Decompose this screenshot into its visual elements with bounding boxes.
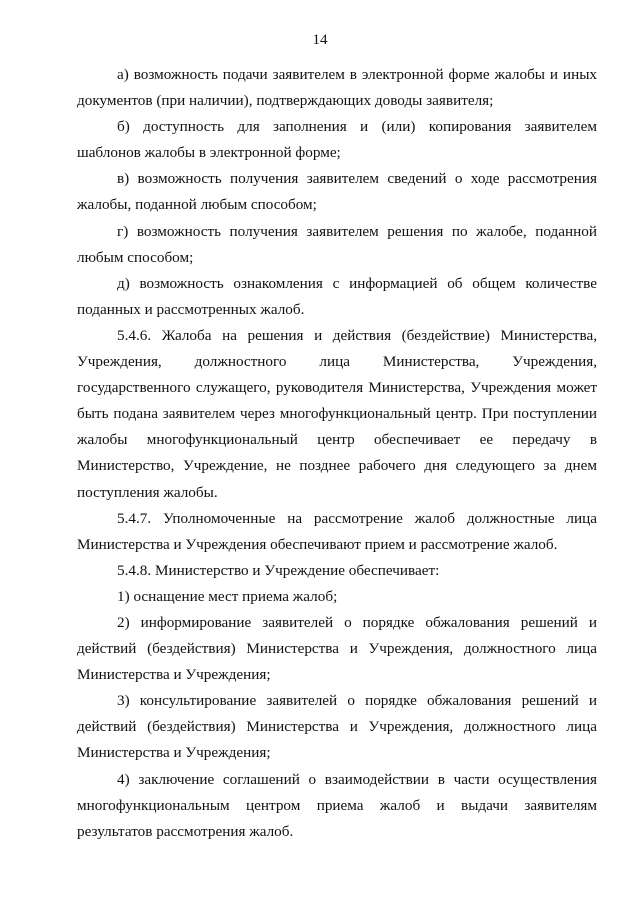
paragraph-5-4-7: 5.4.7. Уполномоченные на рассмотрение жалоб должностные лица Министерства и Учреждения обеспечивают прием и рассмотрение жалоб. — [77, 509, 597, 553]
paragraph-item-b: б) доступность для заполнения и (или) копирования заявителем шаблонов жалобы в электронной форме; — [77, 118, 597, 162]
document-body — [77, 62, 597, 845]
paragraph-item-v: в) возможность получения заявителем сведений о ходе рассмотрения жалобы, поданной любым способом; — [77, 170, 597, 214]
paragraph-5-4-8: 5.4.8. Министерство и Учреждение обеспечивает: — [117, 561, 440, 579]
page-number: 14 — [312, 32, 328, 48]
paragraph-item-4: 4) заключение соглашений о взаимодействии в части осуществления многофункциональным центром приема жалоб и выдачи заявителям результатов рассмотрения жалоб. — [77, 770, 597, 840]
paragraph-item-3: 3) консультирование заявителей о порядке обжалования решений и действий (бездействия) Министерства и Учреждения, должностного лица Министерства и Учреждения; — [77, 692, 597, 762]
paragraph-item-a: а) возможность подачи заявителем в электронной форме жалобы и иных документов (при наличии), подтверждающих доводы заявителя; — [77, 66, 597, 110]
paragraph-item-1: 1) оснащение мест приема жалоб; — [117, 587, 338, 605]
paragraph-item-g: г) возможность получения заявителем решения по жалобе, поданной любым способом; — [77, 222, 597, 266]
paragraph-item-2: 2) информирование заявителей о порядке обжалования решений и действий (бездействия) Министерства и Учреждения, должностного лица Министерства и Учреждения; — [77, 613, 597, 684]
paragraph-5-4-6: 5.4.6. Жалоба на решения и действия (бездействие) Министерства, Учреждения, должностного лица Министерства, Учреждения, государственного служащего, руководителя Министерства, Учреждения может быть подана заявителем через многофункциональный центр. При поступлении жалобы многофункциональный центр обеспечивает ее передачу в Министерство, Учреждение, не позднее рабочего дня следующего за днем поступления жалобы. — [77, 326, 597, 501]
paragraph-item-d: д) возможность ознакомления с информацией об общем количестве поданных и рассмотренных жалоб. — [77, 274, 597, 318]
